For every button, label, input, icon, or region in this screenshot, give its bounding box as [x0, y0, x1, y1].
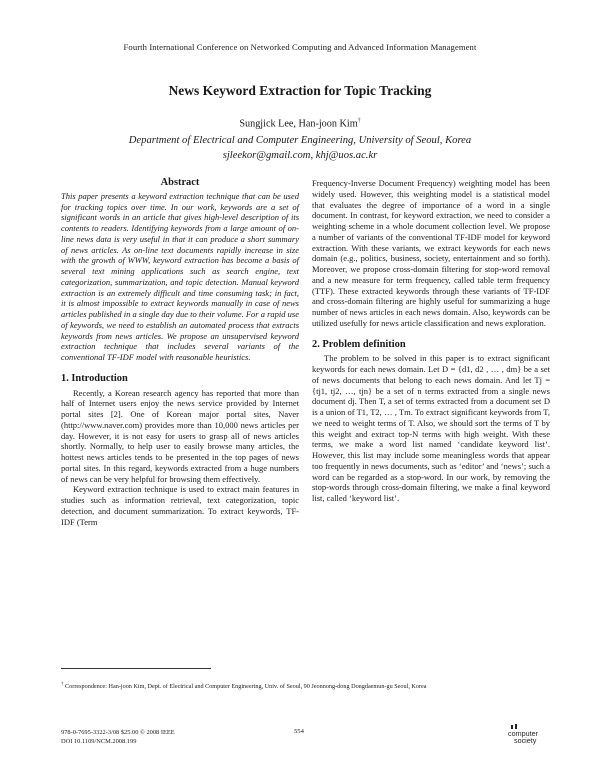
intro-paragraph-3: Frequency-Inverse Document Frequency) weighting model has been widely used. However, this weighting model is a statistical model that evaluates the degree of importance of a word in a single document. In contrast, for keyword extraction, we need to consider a weighting scheme in a whole document collection level. We propose a number of variants of the conventional TF-IDF model for keyword extraction. With these variants, we extract keywords for each news domain (e.g., politics, business, society, entertainment and so forth). Moreover, we propose cross-domain filtering for stop-word removal and a new measure for term frequency, called table term frequency (TTF). These extracted keywords through these variants of TF-IDF and cross-domain filtering are highly useful for summarizing a huge number of news articles in each news domain. Also, keywords can be utilized usefully for news article classification and news exploration. — [312, 178, 550, 328]
footnote-mark: † — [61, 682, 64, 687]
section-heading-introduction: 1. Introduction — [61, 372, 128, 384]
footer-publication-info — [61, 728, 175, 746]
intro-paragraph-1: Recently, a Korean research agency has reported that more than half of Internet users enjoy the news service provided by Internet portal sites [2]. One of Korean major portal sites, Naver (http://www.naver.com) provides more than 10,000 news articles per day. However, it is not easy for users to grasp all of news articles shortly. Normally, to help user to easily browse many articles, the hottest news articles tends to be presented in the top pages of news portal sites. In this regard, keywords extracted from a huge numbers of news can be very helpful for browsing them effectively. — [61, 387, 299, 484]
problem-paragraph-1: The problem to be solved in this paper is to extract significant keywords for each news domain. Let D = {d1, d2 , … , dm} be a set of news documents that belong to each news domain. And let Tj = {tj1, tj2, …, tjn} be a set of n terms extracted from a single news document dj. Then T, a set of terms extracted from a document set D is a union of T1, T2, … , Tm. To extract significant keywords from T, we need to weight terms of T. Also, we should sort the terms of T by this weight and extract top-N terms with high weight. With these terms, we make a word list named ‘candidate keyword list’. However, this list may include some meaningless words that appear too frequently in news documents, such as ‘editor’ and ‘news’; such a word can be regarded as a stop-word. In our work, by removing the stop-words through cross-domain filtering, we make a final keyword list, called ‘keyword list’. — [312, 353, 550, 503]
paper-title: News Keyword Extraction for Topic Tracking — [168, 83, 432, 98]
author-footnote-mark: † — [357, 118, 361, 124]
footnote-divider — [61, 668, 211, 669]
abstract-heading: Abstract — [160, 177, 200, 188]
abstract-text: This paper presents a keyword extraction technique that can be used for tracking topics over time. In our work, keywords are a set of significant words in an article that gives high-level description of its contents to readers. Identifying keywords from a large amount of on-line news data is very useful in that it can produce a short summary of news articles. As on-line text documents rapidly increase in size with the growth of WWW, keyword extraction has become a basis of several text mining applications such as search engine, text categorization, summarization, and topic detection. Manual keyword extraction is an extremely difficult and time consuming task; in fact, it is almost impossible to extract keywords manually in case of news articles published in a single day due to their volume. For a rapid use of keywords, we need to establish an automated process that extracts keywords from news articles. We propose an unsupervised keyword extraction technique that includes several variants of the conventional TF-IDF model with reasonable heuristics. — [61, 190, 299, 362]
author-emails: sjleekor@gmail.com, khj@uos.ac.kr — [222, 150, 378, 161]
affiliation: Department of Electrical and Computer Engineering, University of Seoul, Korea — [128, 135, 472, 146]
author-names: Sungjick Lee, Han-joon Kim — [239, 118, 358, 130]
logo-text — [508, 730, 538, 745]
footer-doi: DOI 10.1109/NCM.2008.199 — [61, 738, 137, 745]
footnote — [61, 680, 541, 691]
right-column — [312, 178, 550, 504]
page-number: 554 — [294, 728, 304, 735]
logo-line-2: society — [514, 736, 537, 746]
section-heading-problem-definition: 2. Problem definition — [312, 338, 406, 350]
left-column — [61, 178, 299, 527]
computer-society-logo — [498, 724, 546, 750]
conference-header: Fourth International Conference on Networked Computing and Advanced Information Management — [123, 42, 477, 52]
logo-line-1: computer — [508, 729, 538, 738]
author-line — [0, 118, 600, 129]
footer-isbn: 978-0-7695-3322-3/08 $25.00 © 2008 IEEE — [61, 729, 175, 736]
footnote-text: Correspondence: Han-joon Kim, Dept. of Electrical and Computer Engineering, Univ. of Seoul, 90 Jeonnong-dong Dongdaemun-gu Seoul, Korea — [65, 683, 427, 691]
intro-paragraph-2: Keyword extraction technique is used to extract main features in studies such as information retrieval, text categorization, topic detection, and document summarization. To extract keywords, TF-IDF (Term — [61, 484, 299, 527]
